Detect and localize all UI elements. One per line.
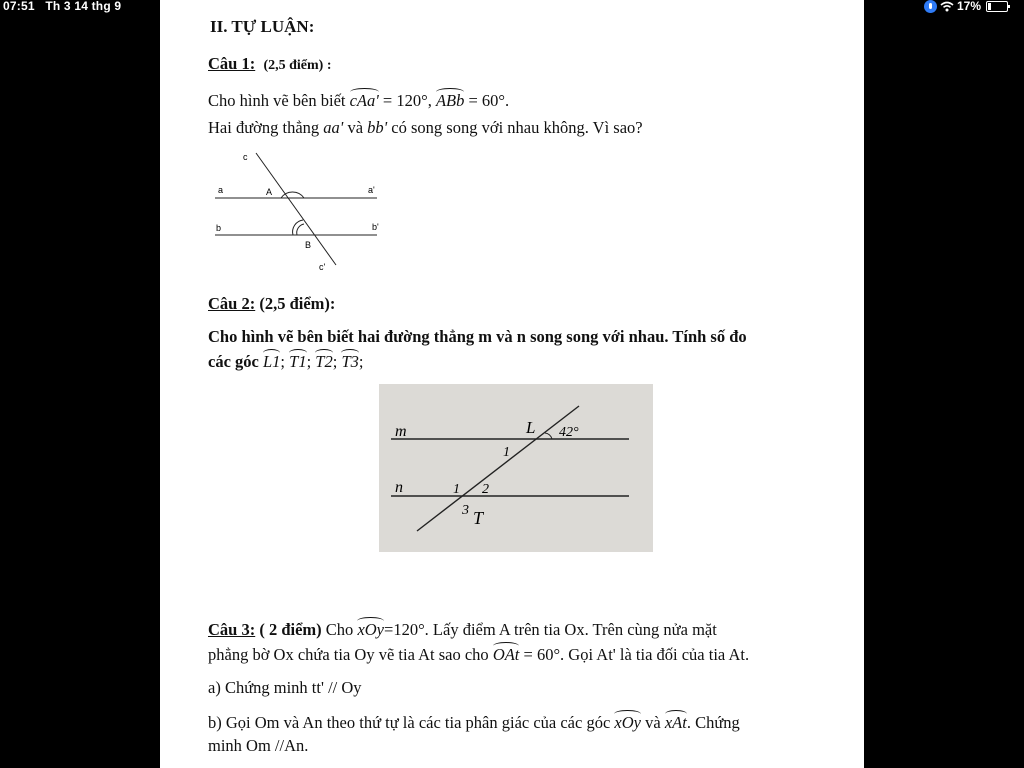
q3-line-2	[208, 645, 749, 665]
q1-line-2	[208, 118, 643, 138]
q1-eq2: = 60°.	[468, 91, 510, 110]
q1-fig-b: b	[216, 223, 222, 233]
q1-fig-A: A	[266, 187, 273, 197]
q2-fig-2: 2	[482, 482, 489, 497]
status-time: 07:51	[3, 0, 35, 13]
wifi-icon	[940, 1, 954, 12]
q1-points: (2,5 điểm) :	[263, 58, 332, 73]
q2-angle-t1: T1	[289, 352, 307, 371]
q2-line-1: Cho hình vẽ bên biết hai đường thẳng m và n song song với nhau. Tính số đo	[208, 327, 747, 346]
q2-sep-2: ;	[306, 352, 312, 371]
q2-sep-3: ;	[332, 352, 338, 371]
q1-line-bb: bb'	[367, 118, 388, 137]
q3-part-b-line-2: minh Om //An.	[208, 736, 309, 755]
q2-figure-photo	[379, 384, 653, 552]
q2-figure	[379, 384, 653, 552]
q2-points: (2,5 điểm):	[259, 294, 336, 313]
q3-l1-a: Cho	[325, 620, 354, 639]
q2-sep-1: ;	[280, 352, 286, 371]
q3-angle-oat: OAt	[492, 645, 520, 664]
q3-part-a: a) Chứng minh tt' // Oy	[208, 678, 362, 697]
q1-fig-B: B	[305, 240, 312, 250]
q3-angle-xoy-2: xOy	[614, 713, 641, 732]
q3-label: Câu 3:	[208, 620, 256, 639]
q1-figure	[208, 145, 398, 280]
q2-line2-prefix: các góc	[208, 352, 259, 371]
q1-fig-a-prime: a'	[368, 185, 375, 195]
q1-angle-caa: cAa'	[349, 91, 379, 110]
q3-points: ( 2 điểm)	[259, 620, 322, 639]
q1-label: Câu 1:	[208, 54, 256, 73]
q3-l2-b: = 60°. Gọi At' là tia đối của tia At.	[523, 645, 750, 664]
mic-icon	[924, 0, 937, 13]
q1-arc-at-b-inner	[297, 224, 304, 235]
q1-line1-prefix: Cho hình vẽ bên biết	[208, 91, 346, 110]
q2-fig-angle-42: 42°	[559, 425, 579, 440]
q3-part-b-a: b) Gọi Om và An theo thứ tự là các tia phân giác của các góc	[208, 713, 611, 732]
q1-fig-b-prime: b'	[372, 222, 379, 232]
q3-part-b-line-1	[208, 713, 740, 733]
q1-line2-and: và	[347, 118, 364, 137]
battery-percent: 17%	[956, 0, 981, 13]
q1-line2-a: Hai đường thẳng	[208, 118, 320, 137]
document-page	[160, 0, 864, 768]
status-right	[924, 0, 1008, 13]
status-left	[3, 0, 121, 13]
q2-heading	[208, 294, 335, 314]
q3-l1-b: =120°. Lấy điểm A trên tia Ox. Trên cùng nửa mặt	[384, 620, 717, 639]
q2-angle-t3: T3	[341, 352, 359, 371]
q1-line2-rest: có song song với nhau không. Vì sao?	[391, 118, 643, 137]
q2-fig-1-top: 1	[503, 445, 510, 460]
q2-label: Câu 2:	[208, 294, 256, 313]
q1-fig-c: c	[243, 152, 248, 162]
q2-fig-L: L	[526, 418, 536, 437]
q3-line-1	[208, 620, 717, 640]
q1-arc-at-b-outer	[293, 220, 303, 235]
q1-transversal-c	[256, 153, 336, 265]
q2-sep-4: ;	[358, 352, 364, 371]
q3-l2-a: phẳng bờ Ox chứa tia Oy vẽ tia At sao cho	[208, 645, 489, 664]
q2-angle-arc-l	[545, 433, 552, 439]
q3-angle-xoy: xOy	[357, 620, 385, 639]
q1-line-1	[208, 91, 509, 111]
q2-fig-3: 3	[462, 503, 469, 518]
q2-angle-l1: L1	[262, 352, 281, 371]
q2-fig-n: n	[395, 479, 403, 496]
q2-fig-m: m	[395, 423, 407, 440]
q3-part-b-b: . Chứng	[686, 713, 740, 732]
q3-part-b-and: và	[645, 713, 661, 732]
q2-fig-1-bottom: 1	[453, 482, 460, 497]
section-title: II. TỰ LUẬN:	[210, 17, 315, 36]
q1-angle-abb: ABb	[435, 91, 465, 110]
q2-transversal	[417, 406, 579, 531]
q3-angle-xat: xAt	[664, 713, 687, 732]
battery-icon	[986, 1, 1008, 12]
q1-fig-a: a	[218, 185, 224, 195]
q2-angle-t2: T2	[315, 352, 333, 371]
q2-line-2	[208, 352, 363, 372]
q1-eq1: = 120°,	[382, 91, 432, 110]
q1-fig-c-prime: c'	[319, 262, 326, 272]
status-date: Th 3 14 thg 9	[45, 0, 122, 13]
q1-heading	[208, 54, 332, 74]
q1-line-aa: aa'	[323, 118, 344, 137]
q2-fig-T: T	[473, 508, 484, 528]
